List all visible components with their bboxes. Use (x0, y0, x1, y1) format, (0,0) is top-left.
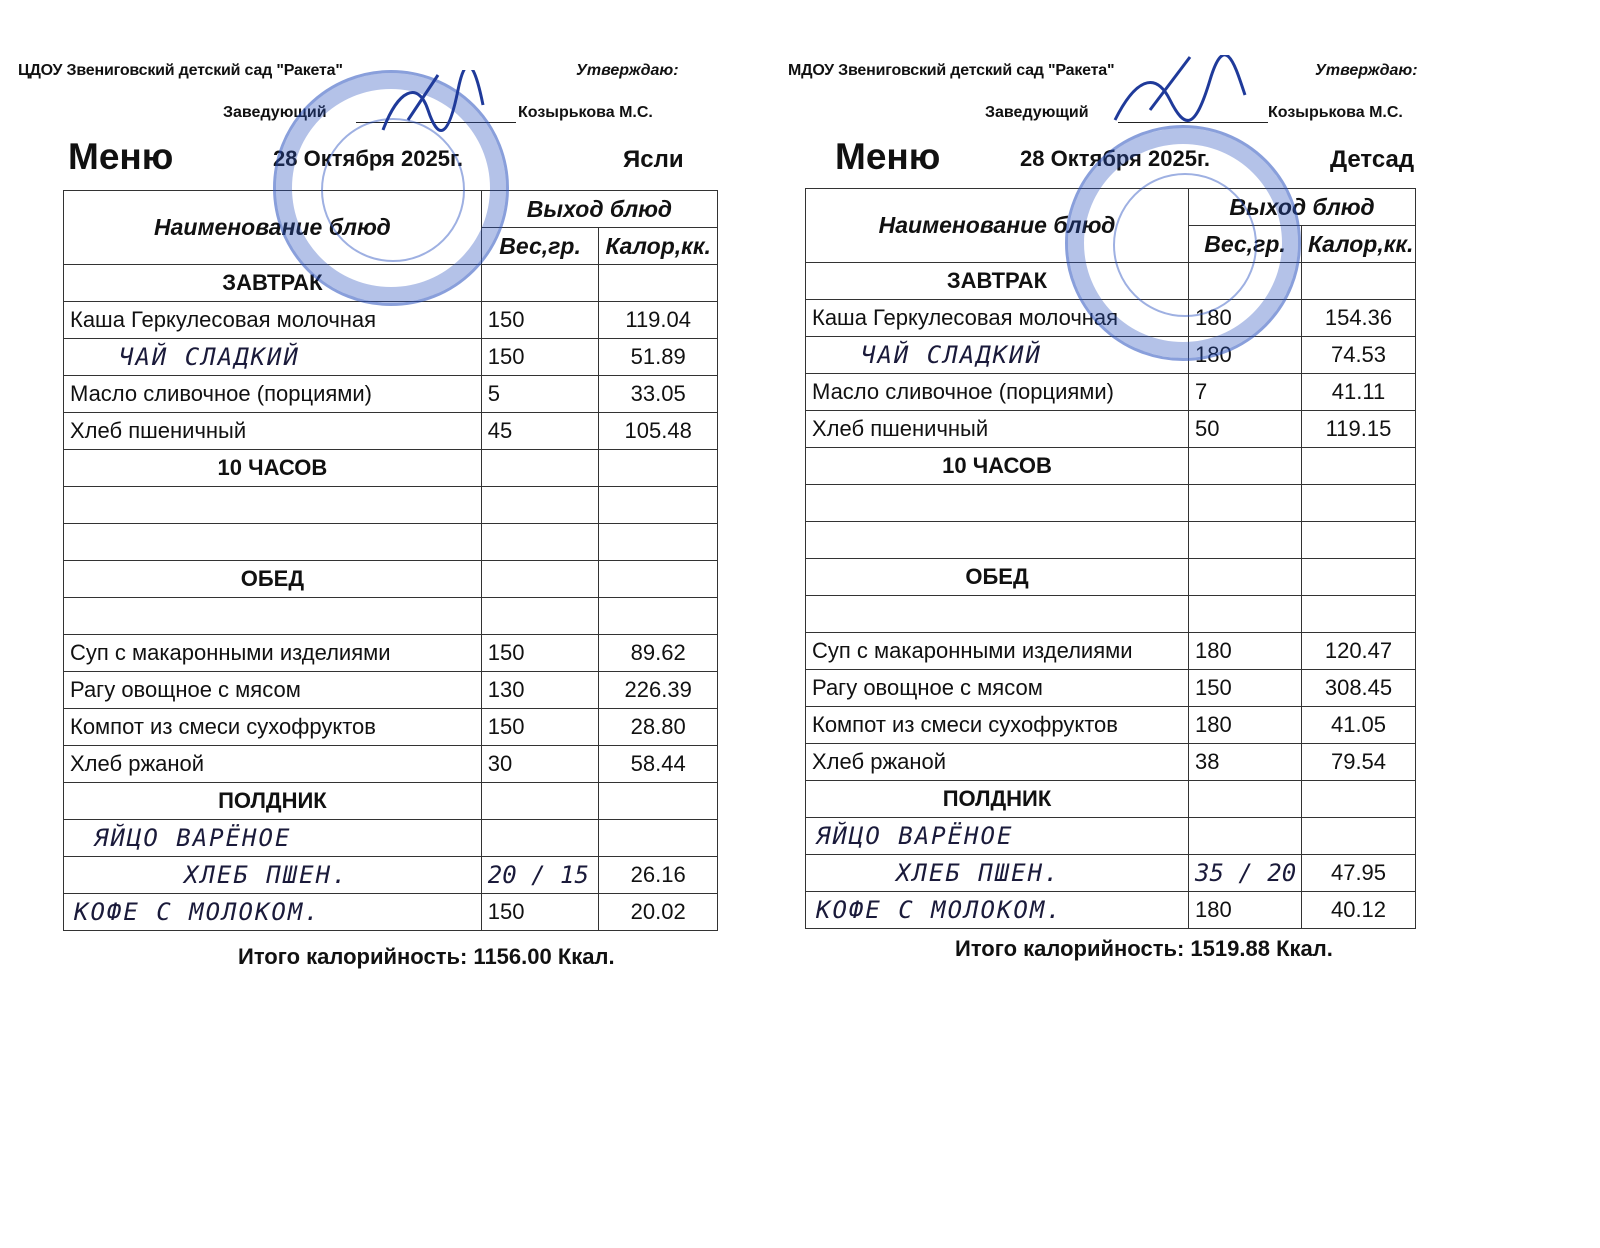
section-lunch: ОБЕД (64, 561, 482, 598)
table-row (64, 302, 718, 339)
dish-kcal: 20.02 (599, 894, 718, 931)
dish-name-handwritten: ЯЙЦО ВАРЁНОЕ (64, 820, 482, 857)
dish-weight: 180 (1189, 337, 1302, 374)
section-row (806, 781, 1416, 818)
dish-weight: 50 (1189, 411, 1302, 448)
menu-date: 28 Октября 2025г. (1020, 146, 1211, 171)
section-breakfast: ЗАВТРАК (806, 263, 1189, 300)
table-row (64, 857, 718, 894)
table-row (806, 633, 1416, 670)
signature-line (356, 122, 516, 123)
section-breakfast: ЗАВТРАК (64, 265, 482, 302)
dish-name: Компот из смеси сухофруктов (64, 709, 482, 746)
dish-name: Масло сливочное (порциями) (64, 376, 482, 413)
table-row (64, 413, 718, 450)
table-row-empty (806, 522, 1416, 559)
table-row (64, 339, 718, 376)
dish-weight: 130 (481, 672, 599, 709)
dish-name: Рагу овощное с мясом (806, 670, 1189, 707)
col-header-kcal: Калор,кк. (599, 228, 718, 265)
dish-name: Суп с макаронными изделиями (64, 635, 482, 672)
table-row-empty (64, 487, 718, 524)
dish-kcal: 51.89 (599, 339, 718, 376)
dish-kcal: 40.12 (1302, 892, 1416, 929)
table-row (64, 635, 718, 672)
table-row (64, 820, 718, 857)
dish-weight: 150 (481, 339, 599, 376)
director-label: Заведующий (985, 104, 1089, 121)
dish-kcal: 41.11 (1302, 374, 1416, 411)
menu-group: Ясли (623, 146, 684, 173)
dish-weight: 150 (481, 709, 599, 746)
dish-name: Хлеб пшеничный (806, 411, 1189, 448)
dish-name-handwritten: ЧАЙ СЛАДКИЙ (806, 337, 1189, 374)
dish-weight: 7 (1189, 374, 1302, 411)
dish-weight-handwritten: 20 / 15 (481, 857, 599, 894)
dish-name: Хлеб ржаной (64, 746, 482, 783)
menu-date: 28 Октября 2025г. (273, 146, 464, 171)
dish-name: Суп с макаронными изделиями (806, 633, 1189, 670)
dish-name-handwritten: ЧАЙ СЛАДКИЙ (64, 339, 482, 376)
table-row (806, 744, 1416, 781)
dish-kcal: 26.16 (599, 857, 718, 894)
table-row (64, 894, 718, 931)
col-header-name: Наименование блюд (806, 189, 1189, 263)
total-calories: Итого калорийность: 1156.00 Ккал. (238, 944, 615, 969)
menu-table (805, 188, 1416, 929)
table-row-empty (64, 598, 718, 635)
table-row (64, 709, 718, 746)
director-name: Козырькова М.С. (518, 104, 653, 121)
section-lunch: ОБЕД (806, 559, 1189, 596)
signature-line (1118, 122, 1268, 123)
dish-kcal: 58.44 (599, 746, 718, 783)
dish-kcal: 28.80 (599, 709, 718, 746)
dish-name: Хлеб пшеничный (64, 413, 482, 450)
table-row-empty (806, 485, 1416, 522)
dish-weight: 150 (1189, 670, 1302, 707)
dish-weight: 180 (1189, 707, 1302, 744)
dish-kcal: 120.47 (1302, 633, 1416, 670)
section-row (806, 263, 1416, 300)
dish-kcal: 47.95 (1302, 855, 1416, 892)
section-afternoon-snack: ПОЛДНИК (806, 781, 1189, 818)
col-header-kcal: Калор,кк. (1302, 226, 1416, 263)
dish-name-handwritten: ХЛЕБ ПШЕН. (806, 855, 1189, 892)
table-row (64, 672, 718, 709)
dish-kcal: 105.48 (599, 413, 718, 450)
director-name: Козырькова М.С. (1268, 104, 1403, 121)
dish-weight: 30 (481, 746, 599, 783)
director-label: Заведующий (223, 104, 327, 121)
dish-kcal: 226.39 (599, 672, 718, 709)
col-header-weight: Вес,гр. (1189, 226, 1302, 263)
approve-label: Утверждаю: (576, 62, 679, 79)
table-row (806, 374, 1416, 411)
dish-weight: 150 (481, 635, 599, 672)
dish-name: Каша Геркулесовая молочная (64, 302, 482, 339)
section-row (64, 265, 718, 302)
table-header-row (64, 191, 718, 228)
dish-name-handwritten: ЯЙЦО ВАРЁНОЕ (806, 818, 1189, 855)
org-name: ЦДОУ Звениговский детский сад "Ракета" (18, 62, 343, 79)
section-row (64, 783, 718, 820)
dish-name: Каша Геркулесовая молочная (806, 300, 1189, 337)
dish-kcal: 33.05 (599, 376, 718, 413)
dish-weight: 5 (481, 376, 599, 413)
dish-name: Компот из смеси сухофруктов (806, 707, 1189, 744)
total-calories: Итого калорийность: 1519.88 Ккал. (955, 936, 1333, 961)
dish-weight: 150 (481, 302, 599, 339)
table-row (806, 337, 1416, 374)
col-header-weight: Вес,гр. (481, 228, 599, 265)
dish-kcal: 41.05 (1302, 707, 1416, 744)
dish-kcal: 74.53 (1302, 337, 1416, 374)
section-ten-oclock: 10 ЧАСОВ (64, 450, 482, 487)
col-header-name: Наименование блюд (64, 191, 482, 265)
table-header-row (806, 189, 1416, 226)
table-row (806, 411, 1416, 448)
section-row (64, 561, 718, 598)
table-row (64, 376, 718, 413)
dish-name: Рагу овощное с мясом (64, 672, 482, 709)
dish-kcal: 308.45 (1302, 670, 1416, 707)
menu-sheet-kindergarten (788, 0, 1520, 1248)
dish-name-handwritten: ХЛЕБ ПШЕН. (64, 857, 482, 894)
dish-weight: 38 (1189, 744, 1302, 781)
dish-weight: 180 (1189, 633, 1302, 670)
table-row (806, 300, 1416, 337)
table-row-empty (64, 524, 718, 561)
table-row (806, 892, 1416, 929)
dish-weight: 180 (1189, 892, 1302, 929)
menu-table (63, 190, 718, 931)
dish-name: Масло сливочное (порциями) (806, 374, 1189, 411)
dish-weight: 150 (481, 894, 599, 931)
dish-weight: 180 (1189, 300, 1302, 337)
dish-name: Хлеб ржаной (806, 744, 1189, 781)
table-row-empty (806, 596, 1416, 633)
section-afternoon-snack: ПОЛДНИК (64, 783, 482, 820)
col-header-output: Выход блюд (1189, 189, 1416, 226)
signature (378, 70, 488, 150)
table-row (806, 818, 1416, 855)
dish-weight: 45 (481, 413, 599, 450)
menu-sheet-nursery (18, 0, 738, 1248)
dish-name-handwritten: КОФЕ С МОЛОКОМ. (806, 892, 1189, 929)
dish-kcal: 79.54 (1302, 744, 1416, 781)
dish-kcal: 119.04 (599, 302, 718, 339)
table-row (806, 670, 1416, 707)
section-ten-oclock: 10 ЧАСОВ (806, 448, 1189, 485)
approve-label: Утверждаю: (1315, 62, 1418, 79)
org-name: МДОУ Звениговский детский сад "Ракета" (788, 62, 1115, 79)
menu-title: Меню (835, 136, 941, 177)
table-row (806, 855, 1416, 892)
menu-title: Меню (68, 136, 174, 177)
menu-group: Детсад (1330, 146, 1415, 173)
signature (1110, 55, 1250, 135)
dish-name-handwritten: КОФЕ С МОЛОКОМ. (64, 894, 482, 931)
section-row (806, 448, 1416, 485)
dish-kcal: 89.62 (599, 635, 718, 672)
table-row (64, 746, 718, 783)
dish-weight-handwritten: 35 / 20 (1189, 855, 1302, 892)
table-row (806, 707, 1416, 744)
col-header-output: Выход блюд (481, 191, 717, 228)
section-row (64, 450, 718, 487)
section-row (806, 559, 1416, 596)
dish-kcal: 154.36 (1302, 300, 1416, 337)
dish-kcal: 119.15 (1302, 411, 1416, 448)
